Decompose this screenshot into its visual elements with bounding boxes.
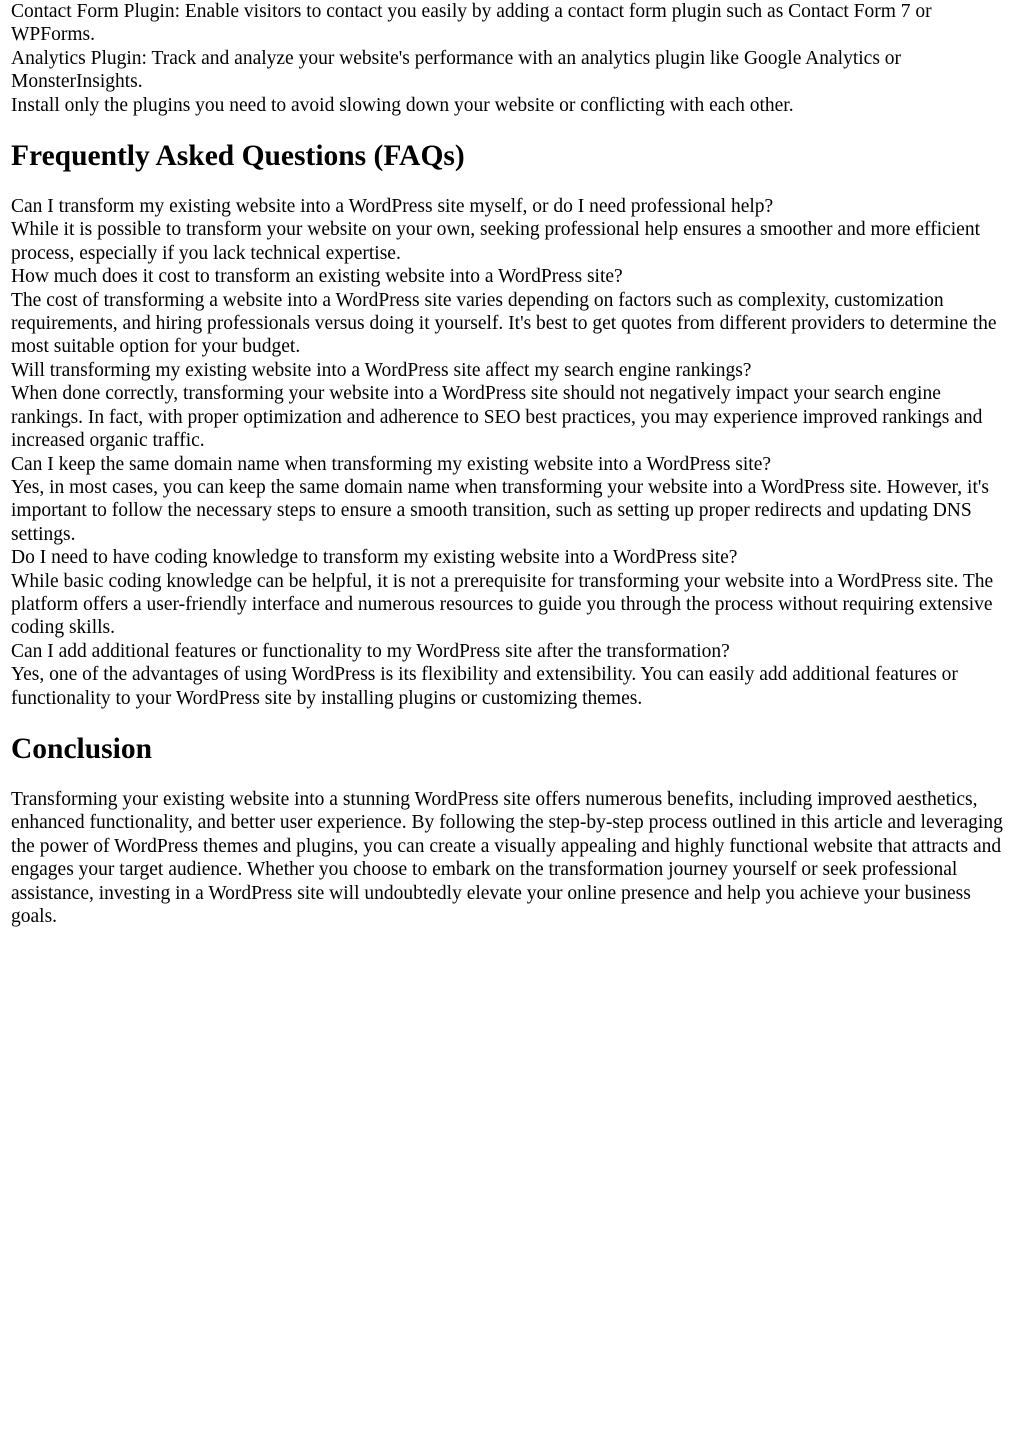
faq-question-5: Do I need to have coding knowledge to transform my existing website into a WordPress site? [11, 547, 738, 569]
analytics-plugin-paragraph: Analytics Plugin: Track and analyze your website's performance with an analytics plugin like Google Analytics or MonsterInsights. [11, 47, 902, 93]
conclusion-heading: Conclusion [11, 732, 152, 765]
faq-question-4: Can I keep the same domain name when transforming my existing website into a WordPress site? [11, 453, 772, 475]
faq-list [11, 195, 1014, 710]
faq-question-6: Can I add additional features or functionality to my WordPress site after the transformation? [11, 640, 730, 662]
conclusion-paragraph: Transforming your existing website into a stunning WordPress site offers numerous benefits, including improved aesthetics, enhanced functionality, and better user experience. By following the step-by-step process outlined in this article and leveraging the power of WordPress themes and plugins, you can create a visually appealing and highly functional website that attracts and engages your target audience. Whether you choose to embark on the transformation journey yourself or seek professional assistance, investing in a WordPress site will undoubtedly elevate your online presence and help you achieve your business goals. [11, 788, 1003, 927]
faq-question-1: Can I transform my existing website into a WordPress site myself, or do I need professional help? [11, 196, 774, 218]
faq-answer-1: While it is possible to transform your website on your own, seeking professional help ensures a smoother and more efficient process, especially if you lack technical expertise. [11, 219, 981, 264]
faq-heading: Frequently Asked Questions (FAQs) [11, 140, 465, 173]
faq-answer-5: While basic coding knowledge can be helpful, it is not a prerequisite for transforming your website into a WordPress site. The platform offers a user-friendly interface and numerous resources to guide you through the process without requiring extensive coding skills. [11, 570, 994, 639]
faq-question-2: How much does it cost to transform an existing website into a WordPress site? [11, 266, 623, 288]
faq-answer-6: Yes, one of the advantages of using WordPress is its flexibility and extensibility. You can easily add additional features or functionality to your WordPress site by installing plugins or customizing themes. [11, 664, 958, 709]
faq-answer-4: Yes, in most cases, you can keep the same domain name when transforming your website into a WordPress site. However, it's important to follow the necessary steps to ensure a smooth transition, such as setting up proper redirects and updating DNS settings. [11, 476, 989, 545]
faq-answer-2: The cost of transforming a website into a WordPress site varies depending on factors such as complexity, customization requirements, and hiring professionals versus doing it yourself. It's best to get quotes from different providers to determine the most suitable option for your budget. [11, 289, 997, 358]
contact-form-plugin-paragraph: Contact Form Plugin: Enable visitors to contact you easily by adding a contact form plugin such as Contact Form 7 or WPForms. [11, 1, 932, 46]
faq-question-3: Will transforming my existing website into a WordPress site affect my search engine rankings? [11, 359, 752, 381]
faq-answer-3: When done correctly, transforming your website into a WordPress site should not negatively impact your search engine rankings. In fact, with proper optimization and adherence to SEO best practices, you may experience improved rankings and increased organic traffic. [11, 383, 983, 452]
install-plugins-note: Install only the plugins you need to avoid slowing down your website or conflicting with each other. [11, 94, 794, 116]
